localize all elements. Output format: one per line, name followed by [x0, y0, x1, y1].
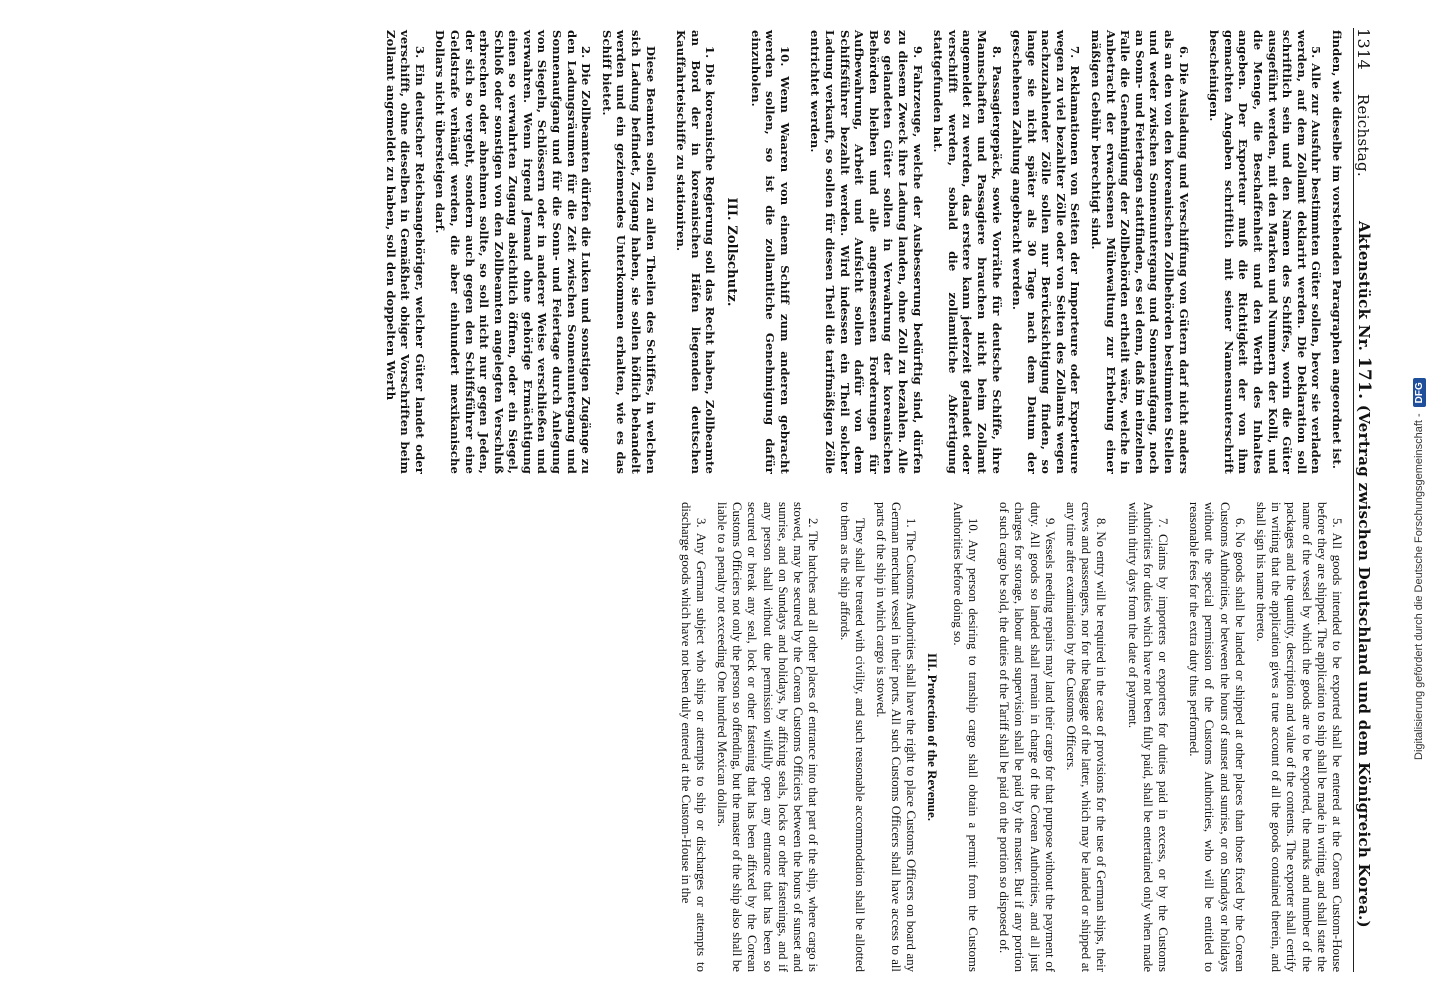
- paragraph: 2. Die Zollbeamten dürfen die Luken und sonstigen Zugänge zu den Ladungsräumen für die Zeit zwischen Sonnenuntergang und Sonnenaufgang und für die Sonn- und Feiertage durch Anlegung von Siegeln, Schlössern oder in anderer Weise verschließen und verwahren. Wenn irgend Jemand ohne gehörige Ermächtigung einen so verwahrten Zugang absichtlich öffnen, oder ein Siegel, Schloß oder sonstigen von den Zollbeamten angelegten Verschluß erbrechen oder abnehmen sollte, so soll nicht nur gegen Jeden, der sich so vergeht, sondern auch gegen den Schiffsführer eine Geldstrafe verhängt werden, die aber einhundert mexikanische Dollars nicht übersteigen darf.: [433, 30, 594, 474]
- paragraph: 5. Alle zur Ausfuhr bestimmten Güter sollen, bevor sie verladen werden, auf dem Zollamt deklarirt werden. Die Deklaration soll schriftlich sein und den Namen des Schiffes, worin die Güter ausgeführt werden, mit den Marken und Nummern der Kolli, und die Menge, die Beschaffenheit und den Werth des Inhaltes angeben. Der Exporteur muß die Richtigkeit der von ihm gemachten Angaben schriftlich mit seiner Namensunterschrift bescheinigen.: [1207, 30, 1324, 474]
- header-number: 171.: [1354, 356, 1374, 400]
- paragraph: 1. Die koreanische Regierung soll das Recht haben, Zollbeamte an Bord der in koreanischen Häfen liegenden deutschen Kauffahrteischiffe zu stationiren.: [674, 30, 718, 474]
- paragraph: They shall be treated with civility, and such reasonable accommodation shall be allotted to them as the ship affords.: [837, 502, 867, 972]
- credit-text: Digitalisierung gefördert durch die Deutsche Forschungsgemeinschaft -: [1413, 413, 1425, 760]
- header-title: [1354, 177, 1374, 972]
- digitization-credit: [1406, 0, 1428, 1000]
- paragraph: 8. No entry will be required in the case of provisions for the use of German ships, their crews and passengers, nor for the baggage of the latter, which may be landed or shipped at any time after examination by the Customs Officers.: [1063, 502, 1109, 972]
- header-left: Reichstag.: [1354, 93, 1372, 177]
- paragraph: 7. Reklamationen von Seiten der Importeure oder Exporteure wegen zu viel bezahlter Zölle oder von Seiten des Zollamts wegen nachzuzahlender Zölle sollen nur Berücksichtigung finden, so lange sie nicht später als 30 Tage nach dem Datum der geschehenen Zahlung angebracht werden.: [1010, 30, 1083, 474]
- paragraph: 8. Passagiergepäck, sowie Vorräthe für deutsche Schiffe, ihre Mannschaften und Passagiere brauchen nicht beim Zollamt angemeldet zu werden, das erstere kann jederzeit gelandet oder verschifft werden, sobald die zollamtliche Abfertigung stattgefunden hat.: [931, 30, 1004, 474]
- section-heading: III. Zollschutz.: [724, 197, 740, 307]
- paragraph: Diese Beamten sollen zu allen Theilen des Schiffes, in welchen sich Ladung befindet, Zugang haben, sie sollen höflich behandelt werden und ein geziemendes Unterkommen erhalten, wie es das Schiff bietet.: [599, 30, 658, 474]
- paragraph: 5. All goods intended to be exported shall be entered at the Corean Custom-House before they are shipped. The application to ship shall be made in writing, and shall state the name of the vessel by which the goods are to be exported, the marks and number of the packages and the quantity, description and value of the contents. The exporter shall certify in writing that the application gives a true account of all the goods contained therein, and shall sign his name thereto.: [1253, 502, 1344, 972]
- header-subtitle: (Vertrag zwischen Deutschland und dem Königreich Korea.): [1355, 404, 1373, 928]
- page-header: [1353, 28, 1382, 972]
- paragraph: 6. No goods shall be landed or shipped at other places than those fixed by the Corean Customs Authorities, or between the hours of sunset and sunrise, or on Sundays or holidays without the special permission of the Customs Authorities, who will be entitled to reasonable fees for the extra duty thus performed.: [1187, 502, 1247, 972]
- paragraph: 6. Die Ausladung und Verschiffung von Gütern darf nicht anders als an den von den koreanischen Zollbehörden bestimmten Stellen und weder zwischen Sonnenuntergang und Sonnenaufgang, noch an Sonn- und Feiertagen stattfinden, es sei denn, daß im einzelnen Falle die Genehmigung der Zollbehörden ertheilt wäre, welche in Anbetracht der erwachsenen Mühewaltung zur Erhebung einer mäßigen Gebühr berechtigt sind.: [1089, 30, 1191, 474]
- paragraph: 10. Wenn Waaren von einem Schiff zum anderen gebracht werden sollen, so ist die zollamtliche Genehmigung dafür einzuholen.: [748, 30, 792, 474]
- paragraph: 9. Fahrzeuge, welche der Ausbesserung bedürftig sind, dürfen zu diesem Zweck ihre Ladung landen, ohne Zoll zu bezahlen. Alle so gelandeten Güter sollen in Verwahrung der koreanischen Behörden bleiben und alle angemessenen Forderungen für Aufbewahrung, Arbeit und Aufsicht sollen dafür von dem Schiffsführer bezahlt werden. Wird indessen ein Theil solcher Ladung verkauft, so sollen für diesen Theil die tarifmäßigen Zölle entrichtet werden.: [808, 30, 925, 474]
- page-number: 1314: [1354, 28, 1373, 70]
- header-prefix: Aktenstück Nr.: [1355, 221, 1373, 352]
- dfg-logo-icon: DFG: [1413, 378, 1426, 407]
- paragraph: 10. Any person desiring to tranship cargo shall obtain a permit from the Customs Authorities before doing so.: [950, 502, 980, 972]
- paragraph: 3. Any German subject who ships or attempts to ship or discharges or attempts to discharge goods which have not been duly entered at the Custom-House in the: [678, 502, 708, 972]
- paragraph: 2. The hatches and all other places of entrance into that part of the ship, where cargo is stowed, may be secured by the Corean Customs Officiers between the hours of sunset and sunrise, and on Sundays and holidays, by affixing seals, locks or other fastenings, and if any person shall without due permission wilfully open any entrance that has been so secured or break any seal, lock or other fastening that has been affixed by the Corean Customs Officiers not only the person so offending, but the master of the ship also shall be liable to a penalty not exceeding One hundred Mexican dollars.: [715, 502, 821, 972]
- section-heading: III. Protection of the Revenue.: [924, 652, 940, 821]
- paragraph: 9. Vessels needing repairs may land their cargo for that purpose without the payment of duty. All goods so landed shall remain in charge of the Corean Authorities, and all just charges for storage, labour and supervision shall be paid by the master. But if any portion of such cargo be sold, the duties of the Tariff shall be paid on the portion so disposed of.: [997, 502, 1057, 972]
- english-column: [671, 502, 1344, 972]
- paragraph: 1. The Customs Authorities shall have the right to place Customs Officers on board any German merchant vessel in their ports. All such Customs Officers shall have access to all parts of the ship in which cargo is stowed.: [873, 502, 919, 972]
- paragraph: 7. Claims by importers or exporters for duties paid in excess, or by the Customs Authorities for duties which have not been fully paid, shall be entertained only when made within thirty days from the date of payment.: [1125, 502, 1170, 972]
- paragraph: finden, wie dieselbe im vorstehenden Paragraphen angeordnet ist.: [1330, 30, 1344, 469]
- paragraph: 3. Ein deutscher Reichsangehöriger, welcher Güter landet oder verschifft, ohne dieselben in Gemäßheit obiger Vorschriften beim Zollamt angemeldet zu haben, soll den doppelten Werth: [383, 30, 427, 474]
- german-column: [377, 30, 1344, 474]
